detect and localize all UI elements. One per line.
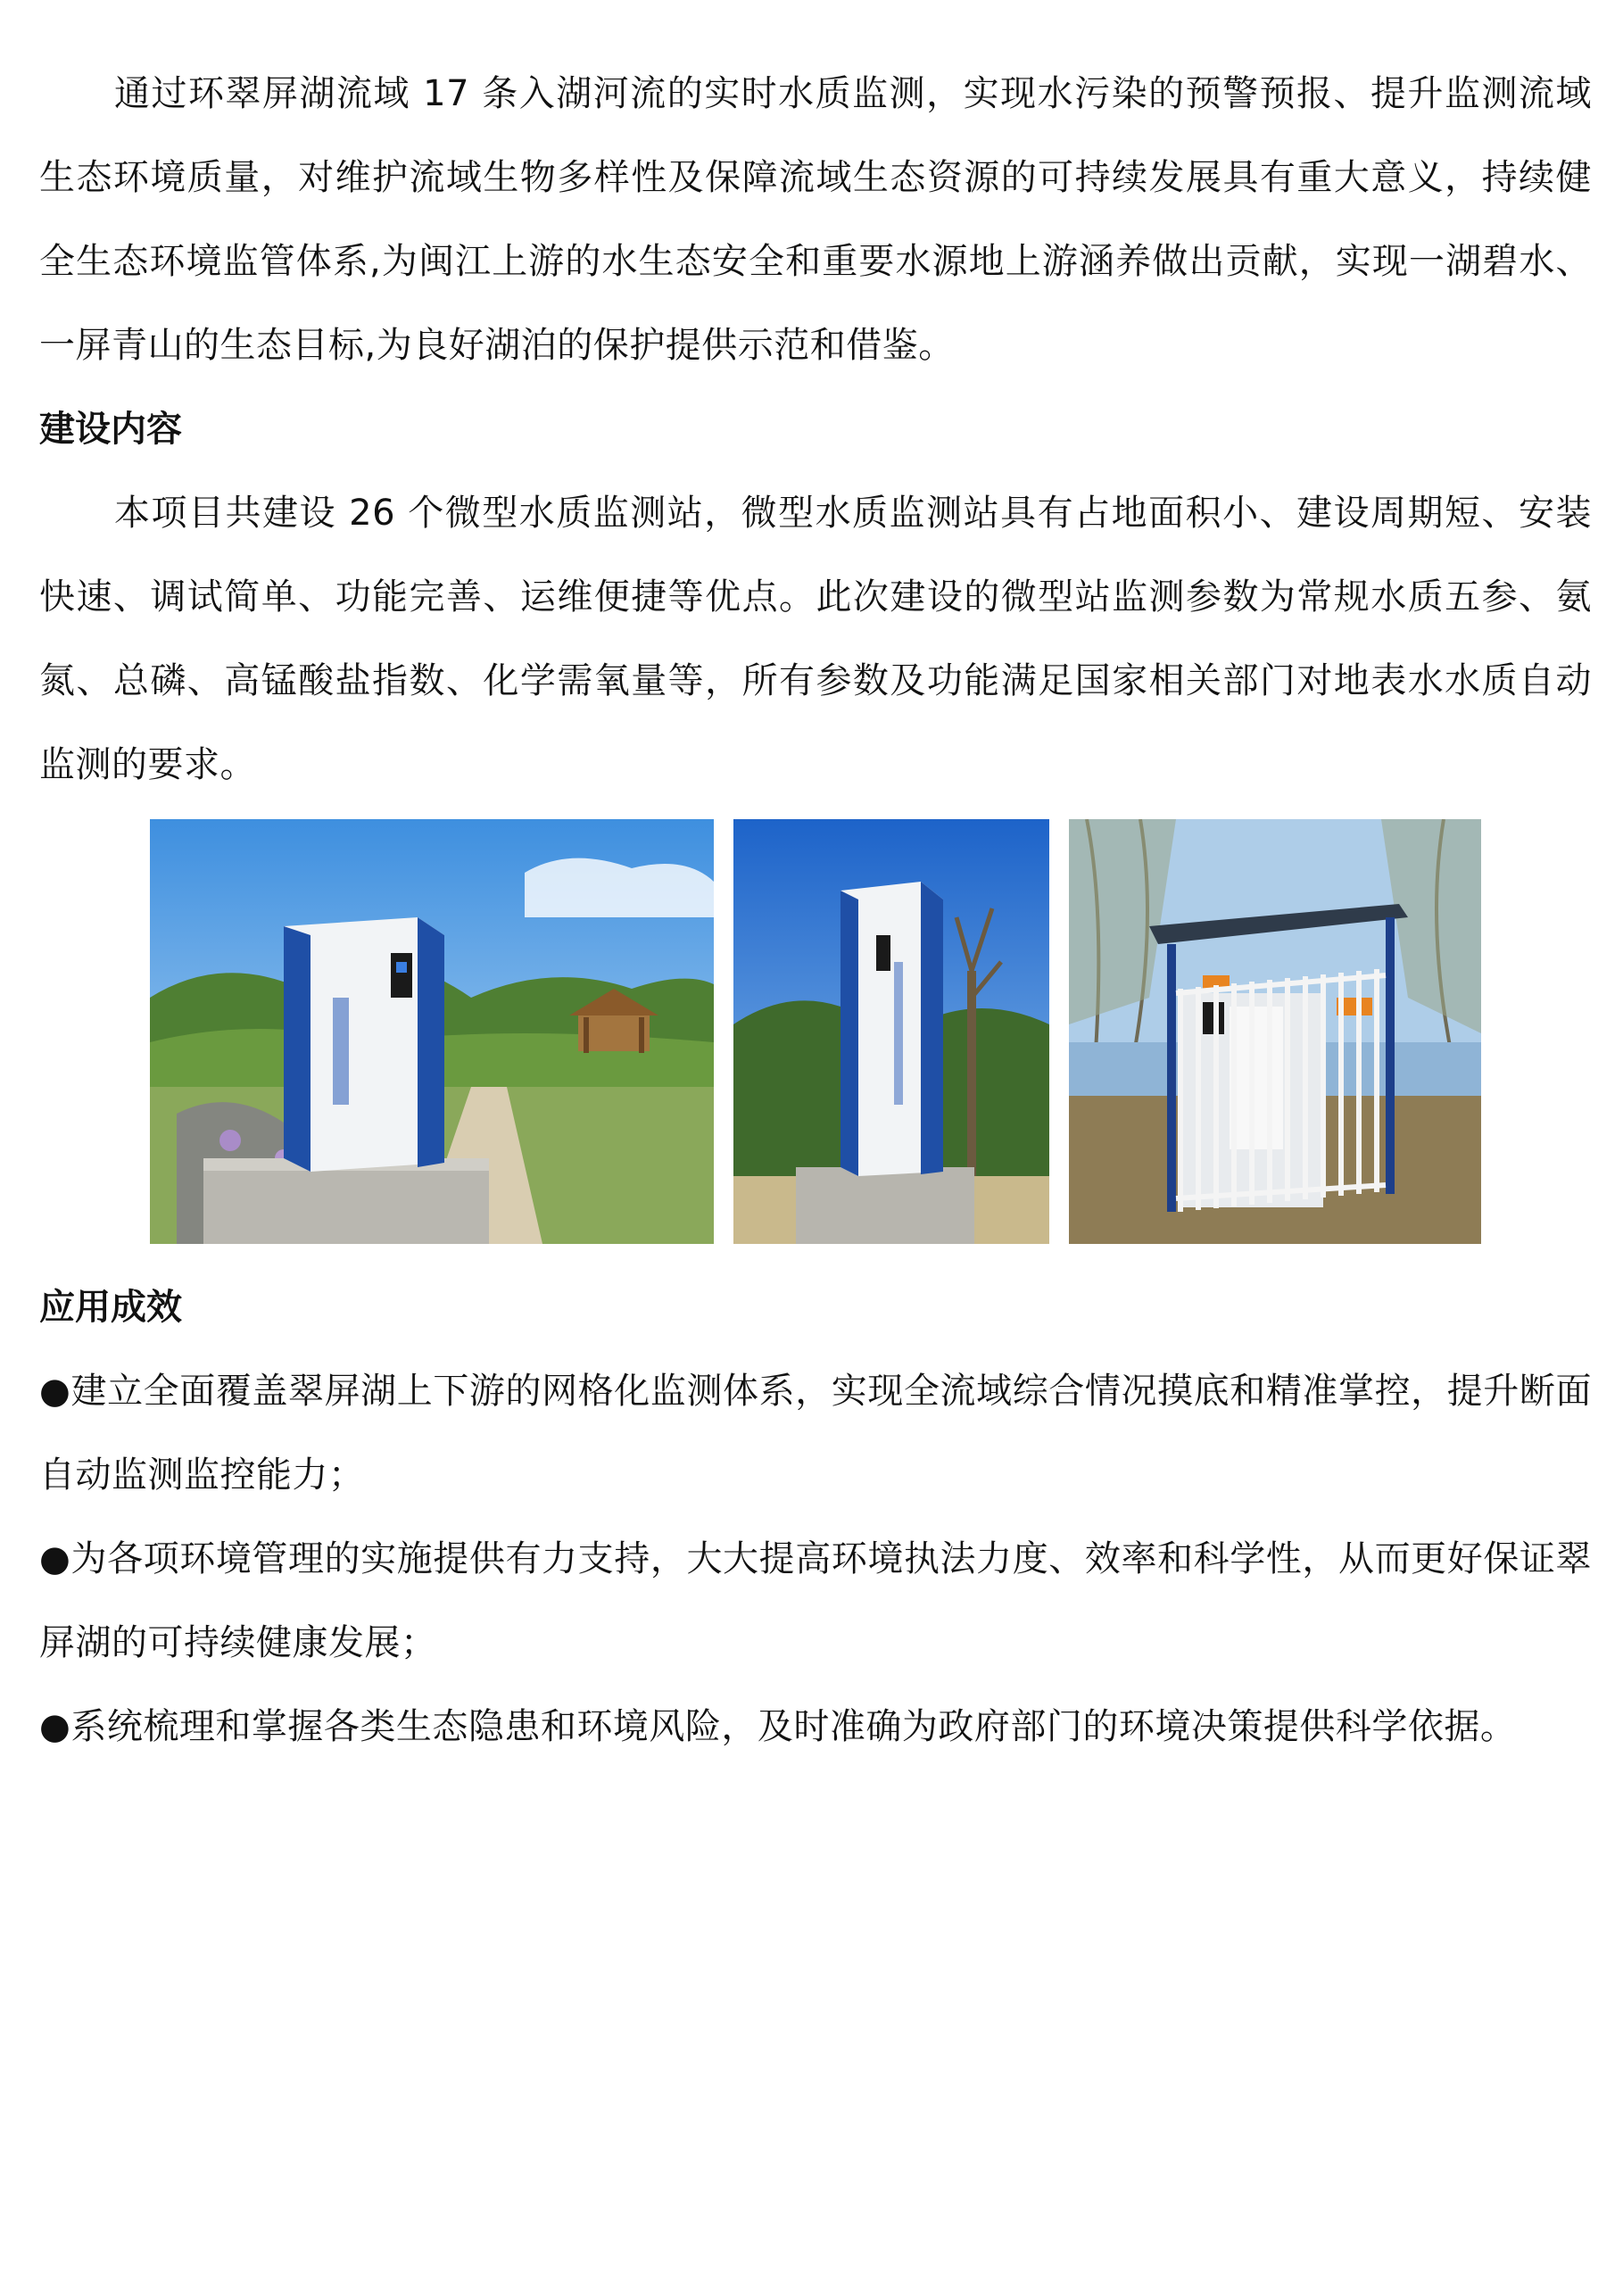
document-page [39, 52, 1592, 1769]
photo-strip [39, 819, 1592, 1265]
cabinet-garden-image [150, 819, 714, 1244]
results-bullet-2: ●为各项环境管理的实施提供有力支持，大大提高环境执法力度、效率和科学性，从而更好保证翠屏湖的可持续健康发展； [39, 1538, 1592, 1663]
photo-cabinet-sky [733, 819, 1049, 1244]
photo-fenced-station [1069, 819, 1481, 1244]
cabinet-sky-image [733, 819, 1049, 1244]
results-bullet-3: ●系统梳理和掌握各类生态隐患和环境风险，及时准确为政府部门的环境决策提供科学依据。 [39, 1706, 1517, 1747]
construction-paragraph: 本项目共建设 26 个微型水质监测站，微型水质监测站具有占地面积小、建设周期短、安装快速、调试简单、功能完善、运维便捷等优点。此次建设的微型站监测参数为常规水质五参、氨氮、总磷、高锰酸盐指数、化学需氧量等，所有参数及功能满足国家相关部门对地表水水质自动监测的要求。 [39, 493, 1592, 785]
fenced-station-image [1069, 819, 1481, 1244]
intro-paragraph: 通过环翠屏湖流域 17 条入湖河流的实时水质监测，实现水污染的预警预报、提升监测流域生态环境质量，对维护流域生物多样性及保障流域生态资源的可持续发展具有重大意义，持续健全生态环境监管体系,为闽江上游的水生态安全和重要水源地上游涵养做出贡献，实现一湖碧水、一屏青山的生态目标,为良好湖泊的保护提供示范和借鉴。 [39, 73, 1592, 366]
construction-heading: 建设内容 [39, 409, 182, 450]
results-bullet-1: ●建立全面覆盖翠屏湖上下游的网格化监测体系，实现全流域综合情况摸底和精准掌控，提升断面自动监测监控能力； [39, 1371, 1592, 1496]
results-heading: 应用成效 [39, 1287, 182, 1328]
photo-cabinet-garden [150, 819, 714, 1244]
